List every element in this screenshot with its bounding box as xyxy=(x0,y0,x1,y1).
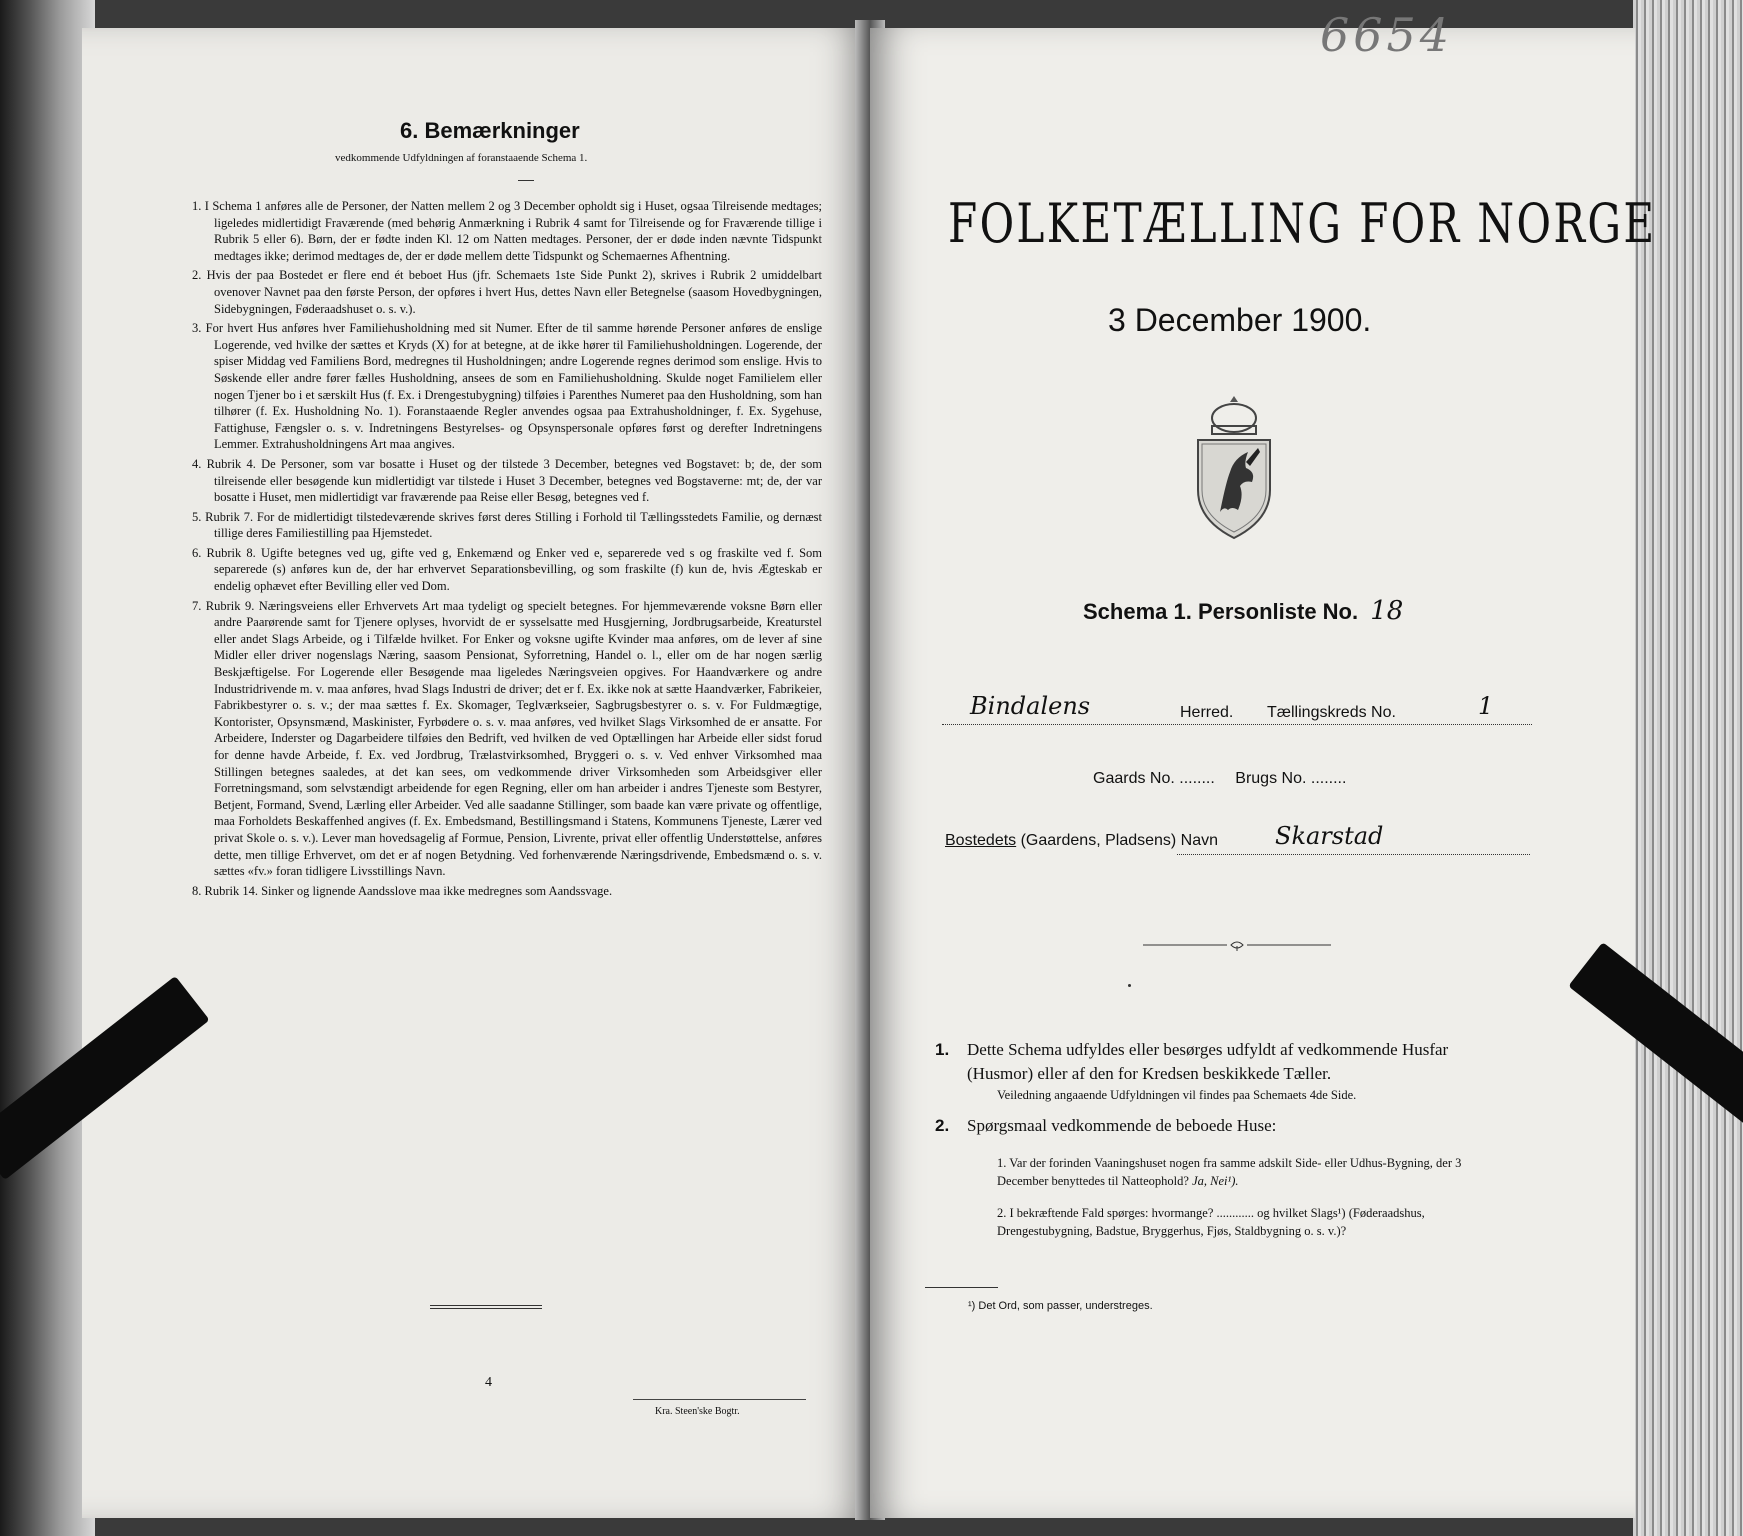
bosted-label: (Gaardens, Pladsens) Navn xyxy=(1016,832,1219,849)
bosted-label-underlined: Bostedets xyxy=(945,832,1017,849)
kreds-value: 1 xyxy=(1478,692,1494,720)
heading-divider xyxy=(518,180,534,181)
archive-number: 6654 xyxy=(1320,8,1454,62)
printer-rule xyxy=(633,1399,806,1400)
instruction-1-number: 1. xyxy=(935,1040,950,1059)
schema-number: 18 xyxy=(1370,596,1404,626)
herred-label: Herred. xyxy=(1180,704,1234,721)
instruction-2 xyxy=(935,1114,1485,1240)
herred-value: Bindalens xyxy=(970,692,1091,720)
instruction-1 xyxy=(935,1038,1485,1104)
remark-item: 2. Hvis der paa Bostedet er flere end ét beboet Hus (jfr. Schemaets 1ste Side Punkt 2), skrives i Rubrik 2 umiddelbart ovenover Navnet paa den første Person, der opføres i hvert Hus, dettes Navn eller Betegnelse (saasom Hovedbygningen, Sidebygningen, Føderaadshuset o. s. v.). xyxy=(192,268,822,316)
left-page-heading: 6. Bemærkninger xyxy=(400,118,580,143)
remark-item: 7. Rubrik 9. Næringsveiens eller Erhvervets Art maa tydeligt og specielt betegnes. For hjemmeværende voksne Børn eller andre Paarørende samt for Tjenere oplyses, hvorvidt de er sysselsatte med Husgjerning, Jordbrugsarbeide, Kreaturstel eller andet Slags Arbeide, og i Tilfælde hvilket. For Enker og voksne ugifte Kvinder maa anføres, om de lever af sine Midler eller driver nogenslags Næring, saasom Pensionat, Syforretning, Handel o. l., eller om de har nogen særlig Beskjæftigelse. For Logerende eller Besøgende maa ligeledes Næringsveien opgives. For Haandværkere og andre Industridrivende m. v. maa anføres, hvad Slags Industri de driver; det er f. Ex. ikke nok at sætte Haandværker, Fabrikeier, Fabrikbestyrer o. s. v.; der maa sættes f. Ex. Skomager, Teglværkseier, Sagbrugsbestyrer o. s. v. For Fuldmægtige, Kontorister, Opsynsmænd, Maskinister, Fyrbødere o. s. v. maa anføres, ved hvilket Slags Virksomhed de er ansatte. For Arbeidere, Inderster og Dagarbeidere tilføies den Bedrift, ved hvilken de ved Optællingen har Arbeide eller sidst forud for denne havde Arbeide, f. Ex. ved Jordbrug, Trælastvirksomhed, Bryggeri o. s. v. Ved enhver Virksomhed maa Stillingen betegnes saaledes, at det kan sees, om vedkommende driver Virksomheden som Arbeidsgiver eller Forretningsmand, som selvstændigt arbeidende for egen Regning, eller om han arbeider i andres Tjeneste som Bestyrer, Betjent, Formand, Svend, Lærling eller Arbeider. Ved alle saadanne Stillinger, som baade kan være private og offentlige, maa Forholdets Beskaffenhed angives (f. Ex. Embedsmand, Bestillingsmand i Statens, Kommunens Tjeneste, Lærer ved privat Skole o. s. v.). Lever man hovedsagelig af Formue, Pension, Livrente, privat eller offentlig Understøttelse, anføres dette, men tillige Erhvervet, om det er af nogen Betydning. Ved forhenværende Næringsdrivende, Embedsmænd o. s. v. sættes «fv.» foran tidligere Livsstillings Navn. xyxy=(192,598,822,879)
ornament-divider-icon xyxy=(1143,940,1331,952)
question-2: 2. I bekræftende Fald spørges: hvormange? ............ og hvilket Slags¹) (Føderaadshus, Drengestubygning, Badstue, Bryggerhus, Fjøs, Staldbygning o. s. v.)? xyxy=(997,1206,1425,1238)
gaards-line xyxy=(1093,770,1346,788)
page-number: 4 xyxy=(485,1375,492,1390)
end-rule xyxy=(430,1305,542,1309)
bosted-line xyxy=(945,822,1530,850)
remark-item: 3. For hvert Hus anføres hver Familiehusholdning med sit Numer. Efter de til samme hørende Personer anføres de enslige Logerende, ved hvilke der sættes et Kryds (X) for at betegne, at de ikke hører til Familiehusholdningen. Logerende, der spiser Middag ved Familiens Bord, medregnes til Husholdningen; andre Logerende regnes derimod som enslige. Hvis to Søskende eller andre fører fælles Husholdning, ansees de som en Familiehusholdning. Skulde noget Familielem eller nogen Tjener bo i et særskilt Hus (f. Ex. i Drengestubygning) tilføies i Parenthes Numeret paa den Husholdning, som han tilhører (f. Ex. Husholdning No. 1). Foranstaaende Regler anvendes ogsaa paa Extrahusholdninger, f. Ex. Sygehuse, Fattighuse, Fængsler o. s. v. Indretningens Bestyrelses- og Opsynspersonale opføres først og derefter Indretningens Lemmer. Extrahusholdningens Art maa angives. xyxy=(192,321,822,452)
page-speck xyxy=(1128,984,1131,987)
question-1-answer: Ja, Nei¹). xyxy=(1192,1174,1239,1188)
bosted-dotted-line xyxy=(1177,854,1530,855)
instructions xyxy=(935,1038,1485,1240)
remarks-list xyxy=(192,198,822,902)
question-1 xyxy=(967,1154,1485,1190)
instruction-2-text: Spørgsmaal vedkommende de beboede Huse: xyxy=(967,1116,1277,1135)
footnote-rule xyxy=(925,1287,998,1288)
census-title: FOLKETÆLLING FOR NORGE xyxy=(948,192,1657,255)
instruction-2-number: 2. xyxy=(935,1116,950,1135)
herred-line xyxy=(942,692,1532,726)
kreds-label: Tællingskreds No. xyxy=(1267,704,1396,721)
gaards-label: Gaards No. ........ xyxy=(1093,770,1215,787)
norway-coat-of-arms-icon xyxy=(1190,392,1278,542)
footnote: ¹) Det Ord, som passer, understreges. xyxy=(968,1300,1153,1312)
brugs-label: Brugs No. ........ xyxy=(1235,770,1347,787)
remark-item: 6. Rubrik 8. Ugifte betegnes ved ug, gifte ved g, Enkemænd og Enker ved e, separerede ved s og fraskilte ved f. Som separerede (s) anføres kun de, der har erhvervet Separationsbevilling, og som fraskilte (f) kun de, hvis Ægteskab er endelig ophævet efter Bevilling eller ved Dom. xyxy=(192,545,822,594)
bosted-value: Skarstad xyxy=(1275,822,1384,850)
remark-item: 4. Rubrik 4. De Personer, som var bosatte i Huset og der tilstede 3 December, betegnes ved Bogstavet: b; de, der som tilreisende eller besøgende kun midlertidigt var tilstede i Huset 3 December, betegnes ved Bogstaverne: mt; de, der var bosatte i Huset, men midlertidigt var fraværende paa Reise eller Besøg, betegnes ved f. xyxy=(192,456,822,505)
instruction-1-note: Veiledning angaaende Udfyldningen vil findes paa Schemaets 4de Side. xyxy=(997,1088,1357,1102)
left-page-subheading: vedkommende Udfyldningen af foranstaaende Schema 1. xyxy=(335,152,588,164)
remark-item: 5. Rubrik 7. For de midlertidigt tilstedeværende skrives først deres Stilling i Forhold til Tællingsstedets Familie, og dernæst tillige deres Familiestilling paa Hjemstedet. xyxy=(192,509,822,541)
remark-item: 1. I Schema 1 anføres alle de Personer, der Natten mellem 2 og 3 December opholdt sig i Huset, ogsaa Tilreisende medtages; ligeledes midlertidigt Fraværende (med behørig Anmærkning i Rubrik 4 samt for Tilreisende og for Fraværende tillige i Rubrik 5 eller 6). Børn, der er fødte inden Kl. 12 om Natten medtages. Personer, der er døde inden nævnte Tidspunkt medtages ikke; derimod medtages de, der er døde mellem dette Tidspunkt og Schemaernes Afhentning. xyxy=(192,199,822,263)
question-1-text: 1. Var der forinden Vaaningshuset nogen fra samme adskilt Side- eller Udhus-Bygning, der 3 December benyttedes til Natteophold? xyxy=(997,1156,1462,1188)
herred-dotted-line xyxy=(942,724,1532,725)
schema-label: Schema 1. Personliste No. xyxy=(1083,599,1359,624)
schema-line xyxy=(1083,596,1403,626)
instruction-1-text: Dette Schema udfyldes eller besørges udfyldt af vedkommende Husfar (Husmor) eller af den for Kredsen beskikkede Tæller. xyxy=(967,1040,1449,1083)
remark-item: 8. Rubrik 14. Sinker og lignende Aandsslove maa ikke medregnes som Aandssvage. xyxy=(192,883,613,898)
book-edge-left xyxy=(0,0,95,1536)
printer-credit: Kra. Steen'ske Bogtr. xyxy=(655,1406,740,1417)
census-date: 3 December 1900. xyxy=(1108,302,1372,338)
